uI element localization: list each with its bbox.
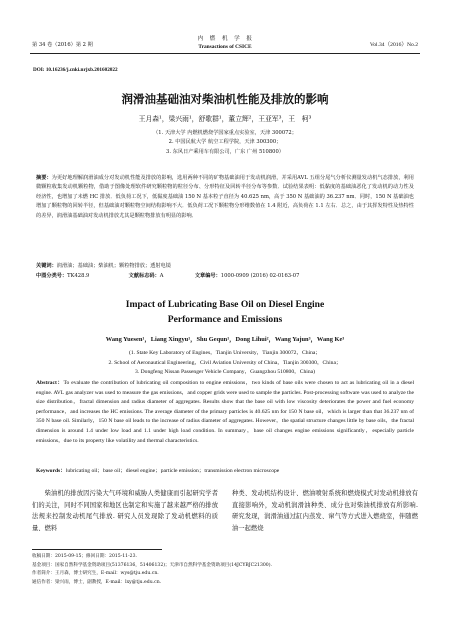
abstract-en [36, 379, 414, 446]
affiliation-cn-3: 3. 东风日产乘用车有限公司，广东 广州 510800） [166, 148, 284, 155]
header-rule [30, 53, 420, 54]
doc-value: A [159, 273, 164, 279]
footnote-rule [32, 549, 162, 550]
header-volume: 第 34 卷（2016）第 2 期 [32, 42, 93, 48]
clc-value: TK428.9 [67, 273, 90, 279]
classification [36, 272, 414, 281]
keywords-cn-text: 润滑油；基础油；柴油机；颗粒物排放；透射电镜 [56, 263, 171, 269]
keywords-cn [36, 262, 414, 271]
clc-label: 中图分类号： [36, 273, 68, 279]
affiliation-en-2: 2. School of Aeronautical Engineering，Civil Aviation University of China，Tianjin 300300，China； [108, 359, 342, 366]
footnote-received: 收稿日期：2015-09-15；修回日期：2015-11-23. [32, 554, 137, 559]
abstract-cn-label: 摘要： [36, 175, 52, 181]
title-cn: 润滑油基础油对柴油机性能及排放的影响 [121, 92, 329, 106]
article-value: 1000-0909 (2016) 02-0163-07 [220, 273, 300, 279]
title-en [0, 297, 450, 327]
doi: DOI: 10.16236/j.cnki.nrjxb.201602022 [33, 67, 118, 73]
body-column-right: 种类、发动机结构设计、燃油喷射系统和燃烧模式对发动机排放有直接影响外，发动机润滑油种类、成分也对柴油机排放有所影响. 研究发现，润滑油通过缸内蒸发、窜气等方式进入燃烧室，伴随燃油一起燃烧 [232, 490, 418, 532]
title-en-line1: Impact of Lubricating Base Oil on Diesel Engine [125, 299, 325, 310]
abstract-en-text: To evaluate the contribution of lubricating oil composition to engine emissions，two kinds of base oils were chosen to act as lubricating oil in a diesel engine. AVL gas analyzer was used to measure the gas emissions，and copper grids were used to sample the particles. Post-processing software was used to analyze the size distribution，fractal dimension and radius diameter of aggregates. Results show that the base oil with low viscosity deteriorates the power and fuel economy performance，and increases the HC emissions. The average diameter of the primary particles is 40.625 nm for 150 N base oil，which is larger than that 36.237 nm of 350 N base oil. Similarly，150 N base oil leads to the increase of radius diameter of aggregates. However，the spatial structure changes little by base oils，the fractal dimension is around 1.4 under low load and 1.1 under high load condition. In summary，base oil changes engine emissions significantly，especially particle emissions，due to its property like volatility and thermal characteristics. [36, 380, 414, 444]
body-column-left: 柴油机的排放因污染大气环境和威胁人类健康而引起研究学者们的关注，同时不同国家和地区也制定和实施了越来越严格的排放法规来控制发动机尾气排放. 研究人员发现除了发动机燃料的质量、燃料 [32, 490, 218, 532]
abstract-cn [36, 174, 414, 221]
affiliations-cn [0, 129, 450, 157]
keywords-en [36, 467, 414, 477]
keywords-en-text: lubricating oil；base oil；diesel engine；particle emission；transmission electron microscope [65, 468, 280, 474]
footnote-author: 作者简介：王月森，博士研究生，E-mail：wys@tju.edu.cn. [32, 571, 159, 577]
abstract-en-label: Abstract： [36, 380, 64, 386]
header-journal-en: Transactions of CSICE [198, 44, 252, 50]
footnote-funding: 基金项目：国家自然科学基金资助项目(51376136，51406132)；天津市自然科学基金资助项目(14JCYBJC21300). [32, 562, 272, 568]
affiliations-en [0, 349, 450, 378]
article-label: 文章编号： [194, 273, 221, 279]
affiliation-en-1: (1. State Key Laboratory of Engines，Tianjin University，Tianjin 300072，China； [129, 350, 321, 356]
doc-label: 文献标志码： [128, 273, 160, 279]
keywords-en-label: Keywords： [36, 468, 66, 474]
footnote-corresponding: 通信作者：梁兴雨，博士，副教授，E-mail：lxy@tju.edu.cn. [32, 579, 162, 585]
header-volume-en: Vol.34（2016）No.2 [369, 42, 418, 48]
abstract-cn-text: 为更好地理解润滑油成分对发动机性能及排放的影响，选用两种不同的矿物基础油用于发动机润滑，并采用AVL 五组分尾气分析仪测量发动机气态排放，利用微颗粒收集发动机颗粒物，借助于图像处理软件研究颗粒物的粒径分布、分形特征及回转半径分布等参数．试验结果表明：低黏度的基础油恶化了发动机的动力性及经济性，也增加了未燃 HC 排放．低负荷工况下，低黏度基础油 150 N 基本粒子直径为 40.625 nm，高于 350 N 基础油的 36.237 nm．同时，150 N 基础油也增加了颗粒物的回转半径，但基础油对颗粒物空间结构影响不大．低负荷工况下颗粒物分形维数值在 1.4 附近，高负荷在 1.1 左右．总之，由于其挥发特性及热特性的差异，润滑油基础油对发动机排放尤其是颗粒物排放有明显的影响． [36, 175, 414, 219]
authors-cn: 王月森¹，梁兴雨¹，舒歌群¹，董立辉²，王亚军³，王 柯³ [138, 115, 312, 123]
header-journal-cn: 内 燃 机 学 报 [197, 36, 253, 42]
title-en-line2: Performance and Emissions [167, 314, 283, 325]
footnotes [32, 553, 422, 587]
keywords-cn-label: 关键词： [36, 263, 57, 269]
affiliation-en-3: 3. Dongfeng Nissan Passenger Vehicle Company，Guangzhou 510800，China) [135, 369, 315, 376]
authors-en: Wang Yuesen¹，Liang Xingyu¹，Shu Gequn¹，Dong Lihui²，Wang Yajun³，Wang Ke³ [105, 336, 345, 343]
affiliation-cn-2: 2. 中国民航大学 航空工程学院，天津 300300； [168, 139, 282, 146]
affiliation-cn-1: （1. 天津大学 内燃机燃烧学国家重点实验室，天津 300072； [153, 130, 297, 136]
